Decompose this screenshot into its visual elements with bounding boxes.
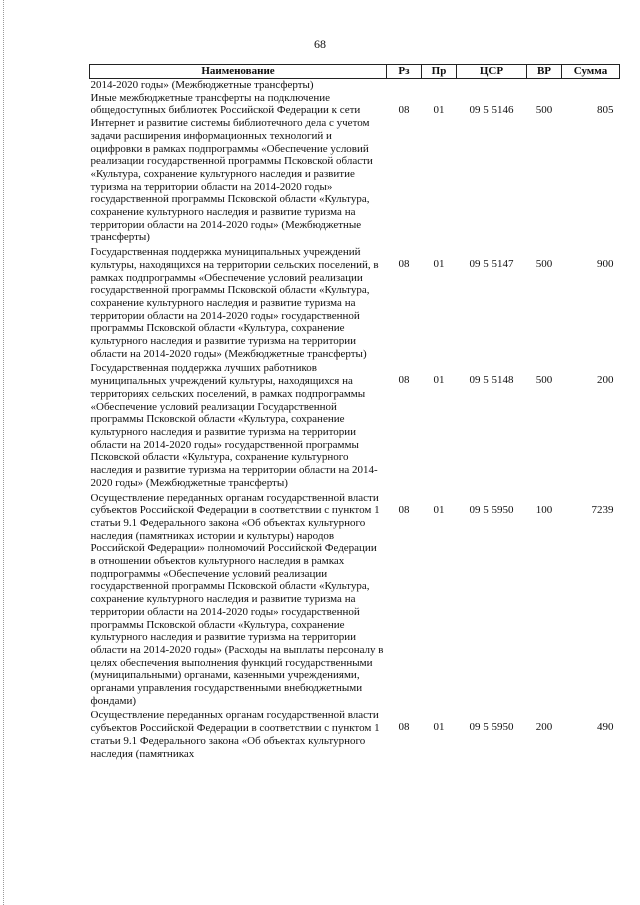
row-csr: 09 5 5148 xyxy=(469,374,514,387)
row-sum: 200 xyxy=(597,374,614,387)
row-csr: 09 5 5950 xyxy=(469,721,514,734)
row-sum: 805 xyxy=(597,103,614,116)
row-name: Осуществление переданных органам государственной власти субъектов Российской Федерации в соответствии с пунктом 1 статьи 9.1 Федерального закона «Об объектах культурного наследия (памятниках истории и культуры) народов Российской Федерации» полномочий Российской Федерации в отношении объектов культурного наследия в рамках подпрограммы «Обеспечение условий реализации государственной программы Псковской области «Культура, сохранение культурного наследия и развитие туризма на территории области на 2014-2020 годы» государственной программы Псковской области «Культура, сохранение культурного наследия и развитие туризма на территории области на 2014-2020 годы» (Расходы на выплаты персоналу в целях обеспечения выполнения функций государственными (муниципальными) органами, казенными учреждениями, органами управления государственными внебюджетными фондами) xyxy=(90,491,384,707)
row-pr: 01 xyxy=(433,258,445,271)
row-pr: 01 xyxy=(433,103,445,116)
row-csr: 09 5 5950 xyxy=(469,503,514,516)
row-sum: 7239 xyxy=(591,503,614,516)
row-name: Государственная поддержка муниципальных учреждений культуры, находящихся на территории сельских поселений, в рамках подпрограммы «Обеспечение условий реализации государственной программы Псковской области «Культура, сохранение культурного наследия и развитие туризма на территории области на 2014-2020 годы» государственной программы Псковской области «Культура, сохранение культурного наследия и развитие туризма на территории области на 2014-2020 годы» (Межбюджетные трансферты) xyxy=(90,246,379,360)
header-rz: Рз xyxy=(387,65,422,79)
row-pr: 01 xyxy=(433,503,445,516)
header-sum: Сумма xyxy=(562,65,620,79)
row-rz: 08 xyxy=(398,258,410,271)
continuation-row xyxy=(90,79,620,92)
budget-table xyxy=(89,64,620,762)
row-vr: 500 xyxy=(535,258,553,271)
table-header-row xyxy=(90,65,620,79)
header-pr: Пр xyxy=(422,65,457,79)
row-sum: 490 xyxy=(597,721,614,734)
row-vr: 500 xyxy=(535,374,553,387)
table-row xyxy=(90,246,620,362)
row-name: Государственная поддержка лучших работников муниципальных учреждений культуры, находящихся на территориях сельских поселений, в рамках подпрограммы «Обеспечение условий реализации Государственной программы Псковской области «Культура, сохранение культурного наследия и развитие туризма на территории области на 2014-2020 годы» государственной программы Псковской области «Культура, сохранение культурного наследия и развитие туризма на территории области на 2014-2020 годы» (Межбюджетные трансферты) xyxy=(90,362,378,489)
row-vr: 500 xyxy=(535,103,553,116)
table-row xyxy=(90,492,620,710)
row-rz: 08 xyxy=(398,721,410,734)
continuation-text: 2014-2020 годы» (Межбюджетные трансферты) xyxy=(90,79,314,91)
page-number: 68 xyxy=(314,37,326,51)
row-csr: 09 5 5147 xyxy=(469,258,514,271)
row-vr: 100 xyxy=(535,503,553,516)
row-pr: 01 xyxy=(433,721,445,734)
row-rz: 08 xyxy=(398,503,410,516)
header-vr: ВР xyxy=(527,65,562,79)
scan-edge-line xyxy=(3,0,4,905)
row-csr: 09 5 5146 xyxy=(469,103,514,116)
row-vr: 200 xyxy=(535,721,553,734)
row-name: Осуществление переданных органам государственной власти субъектов Российской Федерации в соответствии с пунктом 1 статьи 9.1 Федерального закона «Об объектах культурного наследия (памятниках xyxy=(90,709,380,760)
row-rz: 08 xyxy=(398,374,410,387)
row-sum: 900 xyxy=(597,258,614,271)
header-name: Наименование xyxy=(90,65,387,79)
table-row xyxy=(90,92,620,246)
row-name: Иные межбюджетные трансферты на подключение общедоступных библиотек Российской Федерации к сети Интернет и развитие системы библиотечного дела с учетом задачи расширения информационных технологий и оцифровки в рамках подпрограммы «Обеспечение условий реализации государственной программы Псковской области «Культура, сохранение культурного наследия и развитие туризма на территории области на 2014-2020 годы» государственной программы Псковской области «Культура, сохранение культурного наследия и развитие туризма на территории области на 2014-2020 годы» (Межбюджетные трансферты) xyxy=(90,91,373,244)
row-rz: 08 xyxy=(398,103,410,116)
header-csr: ЦСР xyxy=(457,65,527,79)
table-row xyxy=(90,362,620,491)
table-row xyxy=(90,709,620,762)
row-pr: 01 xyxy=(433,374,445,387)
